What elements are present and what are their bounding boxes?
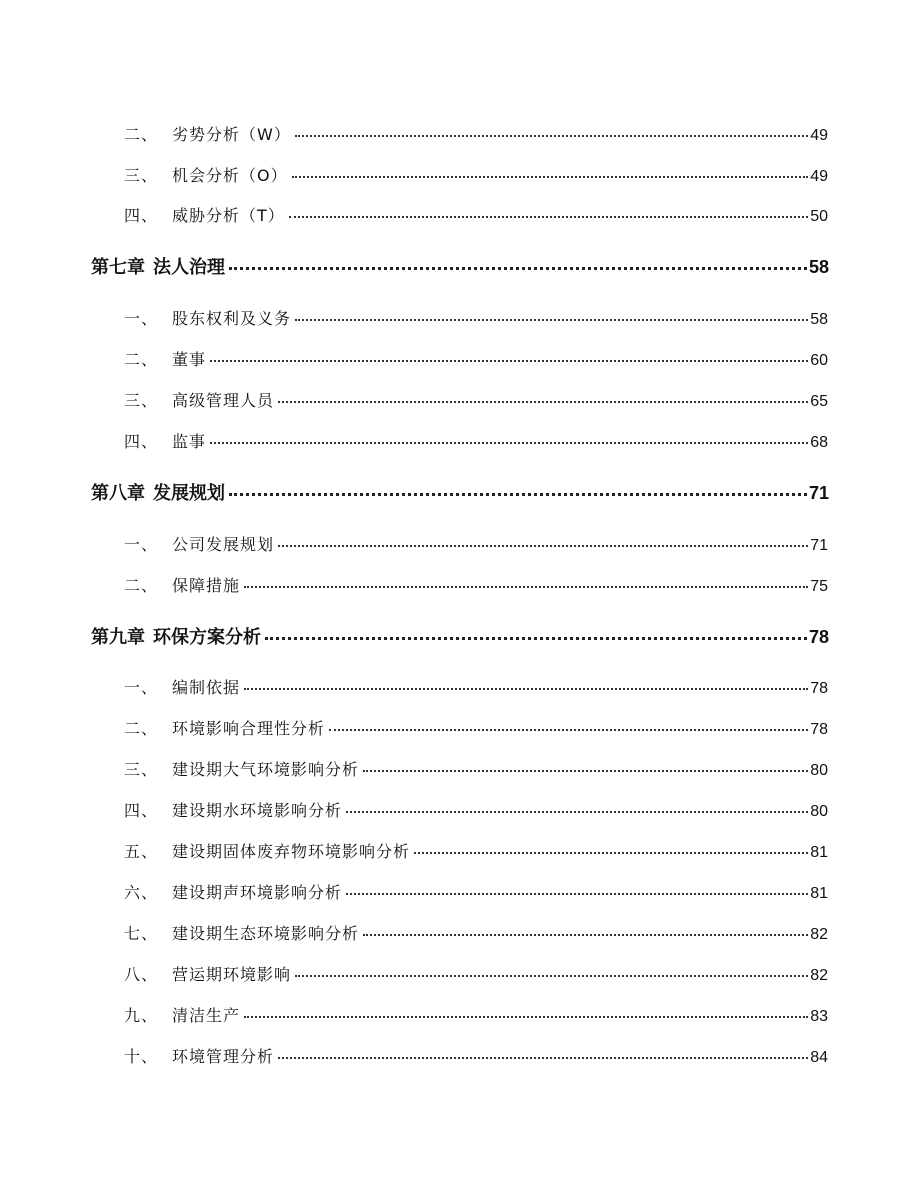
toc-entry-title: 建设期水环境影响分析 [172, 801, 343, 820]
toc-entry-title: 保障措施 [172, 576, 241, 595]
toc-section-entry[interactable] [0, 1003, 920, 1026]
toc-chapter-number: 第八章 [91, 483, 145, 504]
toc-page-number: 49 [810, 168, 828, 185]
toc-page-number: 60 [810, 352, 828, 369]
toc-section-entry[interactable] [0, 122, 920, 145]
toc-section-entry[interactable] [0, 163, 920, 186]
toc-entry-title: 环保方案分析 [153, 627, 261, 648]
dot-leader [346, 810, 808, 813]
toc-page-number: 68 [810, 434, 828, 451]
toc-section-number: 二、 [124, 719, 159, 738]
toc-section-entry[interactable] [0, 1044, 920, 1067]
toc-page-number: 80 [810, 803, 828, 820]
toc-section-entry[interactable] [0, 880, 920, 903]
toc-section-entry[interactable] [0, 388, 920, 411]
toc-entry-title: 环境管理分析 [172, 1047, 275, 1066]
toc-section-entry[interactable] [0, 839, 920, 862]
toc-page-number: 49 [810, 127, 828, 144]
toc-page-number: 58 [810, 311, 828, 328]
toc-section-number: 二、 [124, 350, 159, 369]
toc-entry-title: 建设期大气环境影响分析 [172, 760, 360, 779]
toc-page-number: 65 [810, 393, 828, 410]
dot-leader [363, 769, 808, 772]
toc-chapter-entry[interactable] [0, 253, 920, 279]
dot-leader [278, 544, 808, 547]
toc-section-entry[interactable] [0, 716, 920, 739]
dot-leader [278, 400, 808, 403]
dot-leader [210, 441, 808, 444]
toc-section-number: 七、 [124, 924, 159, 943]
toc-page-number: 82 [810, 967, 828, 984]
toc-page-number: 80 [810, 762, 828, 779]
toc-entry-title: 威胁分析（T） [172, 206, 285, 225]
toc-section-entry[interactable] [0, 573, 920, 596]
dot-leader [278, 1056, 808, 1059]
toc-section-entry[interactable] [0, 962, 920, 985]
toc-entry-title: 发展规划 [153, 483, 225, 504]
toc-chapter-number: 第七章 [91, 257, 145, 278]
dot-leader [295, 974, 808, 977]
toc-page-number: 82 [810, 926, 828, 943]
toc-section-number: 九、 [124, 1006, 159, 1025]
toc-section-number: 一、 [124, 309, 159, 328]
toc-entry-title: 公司发展规划 [172, 535, 275, 554]
toc-page-number: 84 [810, 1049, 828, 1066]
toc-section-entry[interactable] [0, 203, 920, 226]
dot-leader [295, 318, 808, 321]
toc-section-entry[interactable] [0, 429, 920, 452]
toc-section-number: 三、 [124, 166, 159, 185]
toc-page-number: 83 [810, 1008, 828, 1025]
dot-leader [295, 134, 808, 137]
dot-leader [229, 266, 807, 270]
toc-entry-title: 建设期声环境影响分析 [172, 883, 343, 902]
toc-entry-title: 股东权利及义务 [172, 309, 292, 328]
dot-leader [329, 728, 808, 731]
toc-page-number: 75 [810, 578, 828, 595]
dot-leader [346, 892, 808, 895]
toc-section-number: 一、 [124, 535, 159, 554]
toc-section-entry[interactable] [0, 532, 920, 555]
dot-leader [244, 687, 808, 690]
toc-section-number: 三、 [124, 760, 159, 779]
toc-entry-title: 建设期生态环境影响分析 [172, 924, 360, 943]
dot-leader [265, 636, 807, 640]
dot-leader [244, 1015, 808, 1018]
toc-section-entry[interactable] [0, 306, 920, 329]
toc-section-number: 二、 [124, 125, 159, 144]
toc-page-number: 50 [810, 208, 828, 225]
dot-leader [244, 585, 808, 588]
toc-section-entry[interactable] [0, 757, 920, 780]
toc-section-number: 四、 [124, 206, 159, 225]
toc-section-number: 十、 [124, 1047, 159, 1066]
dot-leader [210, 359, 808, 362]
toc-section-entry[interactable] [0, 798, 920, 821]
toc-page-number: 58 [808, 257, 829, 277]
toc-section-number: 一、 [124, 678, 159, 697]
toc-section-number: 四、 [124, 432, 159, 451]
toc-page-number: 78 [810, 680, 828, 697]
toc-page-number: 81 [810, 885, 828, 902]
toc-page-number: 78 [808, 627, 829, 647]
dot-leader [414, 851, 808, 854]
toc-section-number: 五、 [124, 842, 159, 861]
toc-section-number: 三、 [124, 391, 159, 410]
toc-section-number: 六、 [124, 883, 159, 902]
toc-entry-title: 营运期环境影响 [172, 965, 292, 984]
toc-section-entry[interactable] [0, 675, 920, 698]
toc-page-number: 81 [810, 844, 828, 861]
toc-entry-title: 高级管理人员 [172, 391, 275, 410]
toc-entry-title: 劣势分析（W） [172, 125, 291, 144]
toc-section-entry[interactable] [0, 921, 920, 944]
toc-entry-title: 董事 [172, 350, 207, 369]
toc-section-number: 四、 [124, 801, 159, 820]
toc-page-number: 78 [810, 721, 828, 738]
dot-leader [363, 933, 808, 936]
toc-chapter-entry[interactable] [0, 623, 920, 649]
dot-leader [292, 175, 809, 178]
toc-section-entry[interactable] [0, 347, 920, 370]
dot-leader [229, 492, 807, 496]
toc-page-number: 71 [808, 483, 829, 503]
toc-entry-title: 编制依据 [172, 678, 241, 697]
toc-entry-title: 监事 [172, 432, 207, 451]
toc-entry-title: 机会分析（O） [172, 166, 288, 185]
toc-section-number: 二、 [124, 576, 159, 595]
toc-entry-title: 清洁生产 [172, 1006, 241, 1025]
toc-chapter-number: 第九章 [91, 627, 145, 648]
toc-chapter-entry[interactable] [0, 479, 920, 505]
toc-entry-title: 法人治理 [153, 257, 225, 278]
dot-leader [289, 215, 808, 218]
toc-entry-title: 建设期固体废弃物环境影响分析 [172, 842, 411, 861]
toc-page-number: 71 [810, 537, 828, 554]
toc-section-number: 八、 [124, 965, 159, 984]
toc-entry-title: 环境影响合理性分析 [172, 719, 326, 738]
